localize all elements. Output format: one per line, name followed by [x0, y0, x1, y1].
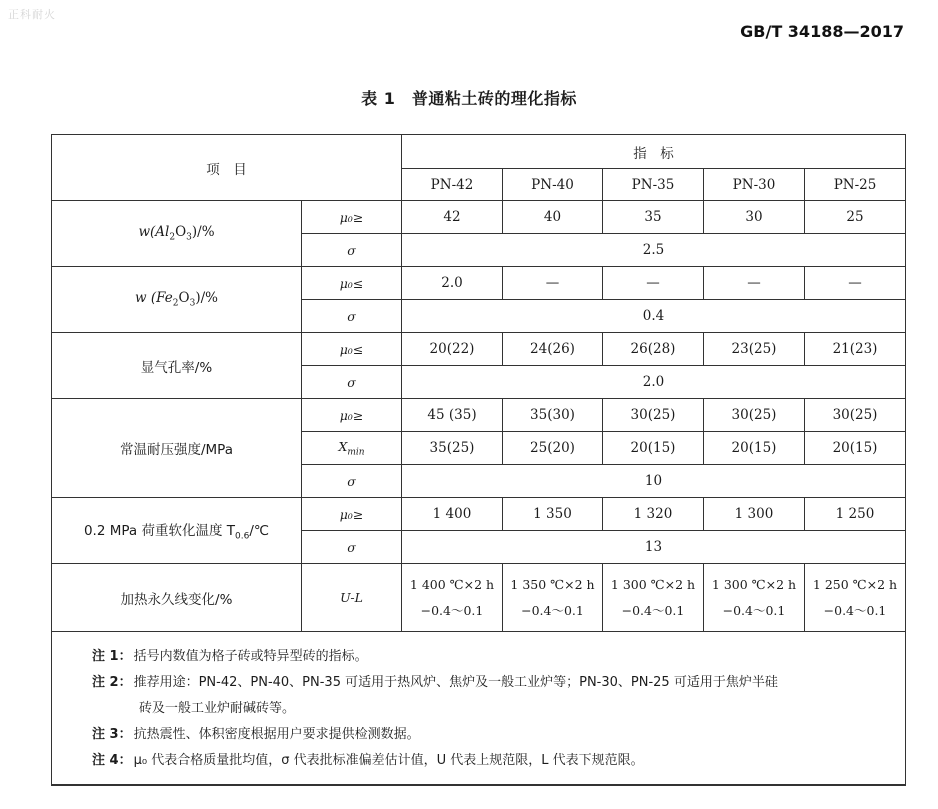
value-cell: 1 350 ℃×2 h −0.4～0.1 — [503, 564, 603, 632]
table-row — [52, 399, 906, 432]
sigma-value: 0.4 — [402, 300, 906, 333]
symbol-ul: U-L — [302, 564, 402, 632]
value-cell: 30(25) — [704, 399, 805, 432]
row-label-porosity: 显气孔率/% — [52, 333, 302, 399]
symbol-mu: μ₀≤ — [302, 267, 402, 300]
notes-cell — [52, 632, 906, 786]
value-cell: 24(26) — [503, 333, 603, 366]
table-row — [52, 564, 906, 632]
value-cell: 2.0 — [402, 267, 503, 300]
value-cell: 25 — [805, 201, 906, 234]
row-label-al2o3: $w(Al_2O_3)/\%$ — [52, 201, 302, 267]
note-item: 注 3： 抗热震性、体积密度根据用户要求提供检测数据。 — [92, 727, 420, 742]
symbol-mu: μ₀≥ — [302, 498, 402, 531]
value-cell: 30(25) — [805, 399, 906, 432]
item-header: 项 目 — [52, 135, 402, 201]
value-cell: 30 — [704, 201, 805, 234]
grade-header: PN-30 — [704, 169, 805, 201]
value-cell: 35 — [603, 201, 704, 234]
row-label-refractoriness: 0.2 MPa 荷重软化温度 $T_{0.6}/℃$ — [52, 498, 302, 564]
index-header: 指 标 — [402, 135, 906, 169]
grade-header: PN-25 — [805, 169, 906, 201]
watermark-text: 正科耐火 — [8, 8, 56, 21]
value-cell: 1 250 ℃×2 h −0.4～0.1 — [805, 564, 906, 632]
value-cell: 42 — [402, 201, 503, 234]
sigma-value: 2.5 — [402, 234, 906, 267]
value-cell: — — [503, 267, 603, 300]
value-cell: 26(28) — [603, 333, 704, 366]
symbol-mu: μ₀≥ — [302, 399, 402, 432]
value-cell: 1 300 ℃×2 h −0.4～0.1 — [704, 564, 805, 632]
value-cell: — — [603, 267, 704, 300]
value-cell: 20(15) — [805, 432, 906, 465]
symbol-sigma: σ — [302, 234, 402, 267]
value-cell: 35(25) — [402, 432, 503, 465]
symbol-mu: μ₀≥ — [302, 201, 402, 234]
symbol-mu: μ₀≤ — [302, 333, 402, 366]
value-cell: 20(15) — [603, 432, 704, 465]
value-cell: 1 400 ℃×2 h −0.4～0.1 — [402, 564, 503, 632]
note-item: 注 2： 推荐用途：PN-42、PN-40、PN-35 可适用于热风炉、焦炉及一般工业炉等；PN-30、PN-25 可适用于焦炉半硅 — [92, 675, 778, 690]
table-title: 表 1 普通粘土砖的理化指标 — [361, 89, 577, 108]
symbol-sigma: σ — [302, 300, 402, 333]
value-cell: — — [805, 267, 906, 300]
sigma-value: 2.0 — [402, 366, 906, 399]
grade-header: PN-35 — [603, 169, 704, 201]
value-cell: — — [704, 267, 805, 300]
row-label-strength: 常温耐压强度/MPa — [52, 399, 302, 498]
table-row — [52, 267, 906, 300]
table-row — [52, 201, 906, 234]
symbol-sigma: σ — [302, 366, 402, 399]
row-label-linear-change: 加热永久线变化/% — [52, 564, 302, 632]
value-cell: 40 — [503, 201, 603, 234]
value-cell: 1 300 — [704, 498, 805, 531]
grade-header: PN-42 — [402, 169, 503, 201]
sigma-value: 10 — [402, 465, 906, 498]
value-cell: 1 320 — [603, 498, 704, 531]
table-row — [52, 333, 906, 366]
standard-code: GB/T 34188—2017 — [740, 22, 904, 41]
value-cell: 20(22) — [402, 333, 503, 366]
value-cell: 23(25) — [704, 333, 805, 366]
table-row — [52, 498, 906, 531]
value-cell: 25(20) — [503, 432, 603, 465]
symbol-sigma: σ — [302, 465, 402, 498]
value-cell: 1 400 — [402, 498, 503, 531]
symbol-xmin: $X_{min}$ — [302, 432, 402, 465]
note-item: 注 1： 括号内数值为格子砖或特异型砖的指标。 — [92, 649, 368, 664]
note-item: 注 4： μ₀ 代表合格质量批均值，σ 代表批标准偏差估计值，U 代表上规范限，L 代表下规范限。 — [92, 753, 644, 768]
value-cell: 35(30) — [503, 399, 603, 432]
properties-table — [51, 134, 906, 786]
value-cell: 21(23) — [805, 333, 906, 366]
notes-row — [52, 632, 906, 786]
row-label-fe2o3: w $(Fe_2O_3)/\%$ — [52, 267, 302, 333]
grade-header: PN-40 — [503, 169, 603, 201]
value-cell: 20(15) — [704, 432, 805, 465]
header-row — [52, 135, 906, 169]
note-item-continuation: 砖及一般工业炉耐碱砖等。 — [139, 701, 296, 716]
value-cell: 1 300 ℃×2 h −0.4～0.1 — [603, 564, 704, 632]
sigma-value: 13 — [402, 531, 906, 564]
value-cell: 1 350 — [503, 498, 603, 531]
value-cell: 1 250 — [805, 498, 906, 531]
symbol-sigma: σ — [302, 531, 402, 564]
value-cell: 30(25) — [603, 399, 704, 432]
value-cell: 45 (35) — [402, 399, 503, 432]
